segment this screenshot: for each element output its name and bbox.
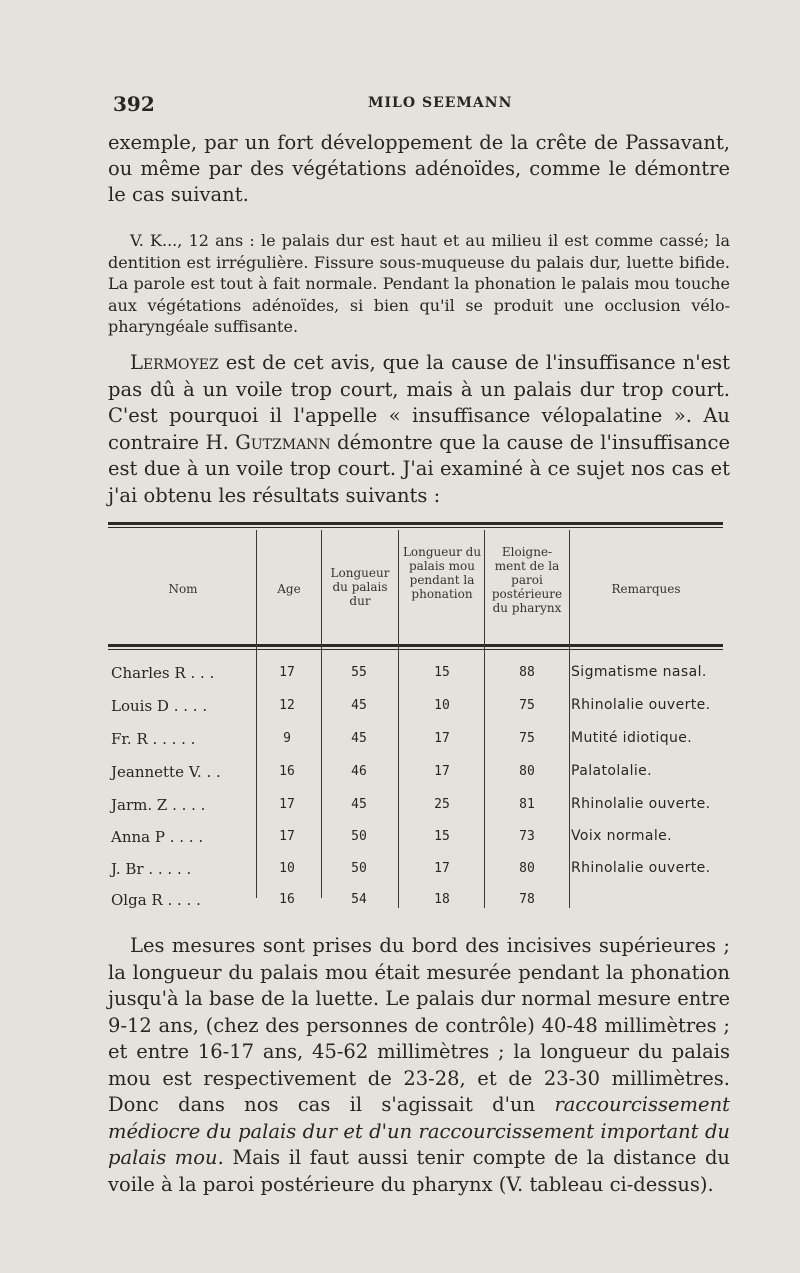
cell-palais-dur: 50 [351,861,367,876]
cell-remarques: Palatolalie. [571,763,653,779]
cell-age: 17 [279,665,295,680]
cell-remarques: Mutité idiotique. [571,730,693,746]
author-lermoyez: Lermoyez [130,351,219,374]
case-note-text: V. K..., 12 ans : le palais dur est haut et au milieu il est comme cassé; la dentition est irrégulière. Fissure sous-muqueuse du palais dur, luette bifide. La parole est tout à fait normale. Pendant la phonation le palais mou touche aux végétations adénoïdes, si bien qu'il se produit une occlusion vélo-pharyngéale suffisante. [108,231,730,336]
case-note [108,230,730,338]
cell-remarques: Rhinolalie ouverte. [571,796,711,812]
cell-palais-mou: 15 [434,665,450,680]
cell-palais-dur: 50 [351,829,367,844]
cell-nom: Charles R . . . [111,664,215,682]
col-divider [484,530,485,908]
cell-nom: Jarm. Z . . . . [111,796,206,814]
table-header-rule [108,644,723,647]
cell-distance: 88 [519,665,535,680]
paragraph-mesures-text2: Mais il faut aussi tenir compte de la distance du voile à la paroi postérieure du pharynx (V. tableau ci-dessus). [108,1146,730,1196]
cell-remarques: Sigmatisme nasal. [571,664,707,680]
cell-palais-mou: 18 [434,892,450,907]
cell-age: 10 [279,861,295,876]
cell-palais-mou: 10 [434,698,450,713]
cell-palais-dur: 45 [351,698,367,713]
cell-palais-mou: 17 [434,731,450,746]
header-age: Age [277,582,301,596]
header-distance: Eloigne-ment de la paroi postérieure du pharynx [491,545,563,615]
header-palais-mou: Longueur du palais mou pendant la phonation [402,545,482,601]
cell-distance: 73 [519,829,535,844]
cell-palais-mou: 17 [434,764,450,779]
cell-age: 9 [283,731,291,746]
cell-age: 16 [279,764,295,779]
running-title: MILO SEEMANN [368,95,513,111]
paragraph-mesures-italic: raccourcissement médiocre du palais dur et d'un raccourcissement important du palais mou. [108,1093,730,1169]
col-divider [256,530,257,898]
table-header-rule-thin [108,649,723,650]
table-top-rule-thin [108,527,723,528]
table-top-rule [108,522,723,525]
cell-distance: 78 [519,892,535,907]
cell-remarques: Rhinolalie ouverte. [571,697,711,713]
cell-age: 17 [279,797,295,812]
cell-palais-dur: 45 [351,731,367,746]
cell-nom: Louis D . . . . [111,697,208,715]
paragraph-mesures-text1: Les mesures sont prises du bord des incisives supérieures ; la longueur du palais mou était mesurée pendant la phonation jusqu'à la base de la luette. Le palais dur normal mesure entre 9-12 ans, (chez des personnes de contrôle) 40-48 millimètres ; et entre 16-17 ans, 45-62 millimètres ; la longueur du palais mou est respectivement de 23-28, et de 23-30 millimètres. Donc dans nos cas il s'agissait d'un [108,934,730,1116]
paragraph-lermoyez [108,350,730,509]
cell-age: 17 [279,829,295,844]
cell-distance: 80 [519,764,535,779]
page-header [113,92,728,116]
cell-nom: Fr. R . . . . . [111,730,196,748]
paragraph-mesures [108,933,730,1198]
cell-distance: 80 [519,861,535,876]
cell-distance: 75 [519,731,535,746]
col-divider [321,530,322,898]
cell-palais-mou: 15 [434,829,450,844]
cell-distance: 75 [519,698,535,713]
cell-nom: J. Br . . . . . [111,860,192,878]
cell-age: 16 [279,892,295,907]
cell-palais-dur: 45 [351,797,367,812]
cell-palais-mou: 17 [434,861,450,876]
col-divider [398,530,399,908]
col-divider [569,530,570,908]
cell-palais-dur: 46 [351,764,367,779]
cell-age: 12 [279,698,295,713]
header-remarques: Remarques [611,582,681,596]
cell-nom: Anna P . . . . [111,828,204,846]
cell-palais-dur: 54 [351,892,367,907]
cell-palais-mou: 25 [434,797,450,812]
cell-remarques: Voix normale. [571,828,672,844]
cell-remarques: Rhinolalie ouverte. [571,860,711,876]
cell-palais-dur: 55 [351,665,367,680]
cell-distance: 81 [519,797,535,812]
paragraph-lermoyez-text1: est de cet avis, que la cause de l'insuffisance n'est pas dû à un voile trop court, mais à un palais dur trop court. C'est pourquoi il l'appelle « insuffisance vélopalatine ». Au contraire H. [108,351,730,454]
header-nom: Nom [168,582,198,596]
page-number: 392 [113,92,155,116]
cell-nom: Jeannette V. . . [111,763,221,781]
paragraph-intro: exemple, par un fort développement de la crête de Passavant, ou même par des végétations adénoïdes, comme le démontre le cas suivant. [108,131,730,206]
author-gutzmann: Gutzmann [235,430,331,454]
cell-nom: Olga R . . . . [111,891,201,909]
header-palais-dur: Longueur du palais dur [330,566,390,608]
paragraph-lermoyez-text2: démontre que la cause de l'insuffisance est due à un voile trop court. J'ai examiné à ce sujet nos cas et j'ai obtenu les résultats suivants : [108,430,730,507]
